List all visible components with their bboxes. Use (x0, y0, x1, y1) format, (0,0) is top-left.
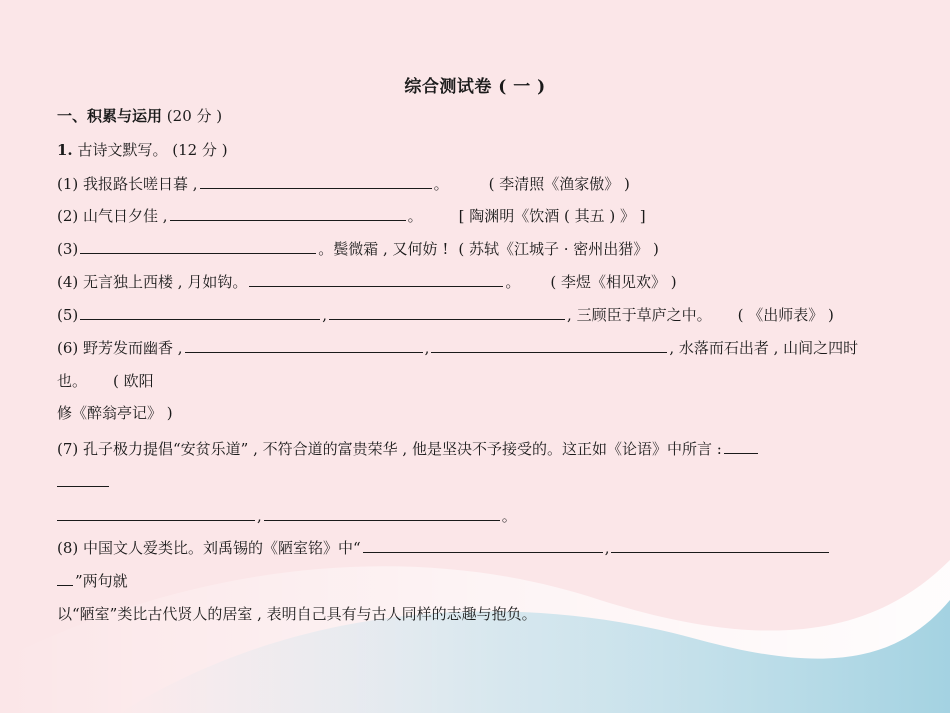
item-8-continued (57, 571, 128, 591)
item-8 (57, 538, 831, 558)
item-6-text: (6) 野芳发而幽香 , (57, 339, 183, 357)
answer-blank[interactable] (431, 338, 667, 353)
item-2-text: (2) 山气日夕佳 , (57, 207, 168, 225)
item-1-source: ( 李清照《渔家傲》 ) (488, 175, 630, 193)
item-4-source: ( 李煜《相见欢》 ) (550, 273, 677, 291)
item-1-text: (1) 我报路长嗟日暮 , (57, 175, 198, 193)
answer-blank[interactable] (200, 174, 432, 189)
answer-blank[interactable] (170, 206, 406, 221)
answer-blank[interactable] (80, 239, 316, 254)
question-1 (57, 140, 228, 160)
item-7 (57, 439, 760, 459)
item-3-label: (3) (57, 240, 79, 258)
item-5-comma: , (322, 306, 328, 324)
item-1 (57, 174, 630, 194)
item-7-text: (7) 孔子极力提倡“安贫乐道” , 不符合道的富贵荣华 , 他是坚决不予接受的。这正如《论语》中所言 : (57, 440, 722, 458)
section-heading-text: 一、积累与运用 (57, 107, 163, 125)
question-number: 1. (57, 141, 73, 159)
answer-blank[interactable] (185, 338, 423, 353)
item-6-source-part1: ( 欧阳 (113, 372, 154, 390)
answer-blank[interactable] (724, 439, 758, 454)
item-2-end: 。 (407, 207, 423, 225)
item-6-comma: , (424, 339, 430, 357)
answer-blank[interactable] (249, 272, 503, 287)
item-7-end: 。 (501, 507, 517, 525)
item-4 (57, 272, 677, 292)
item-8-text-3: 以“陋室”类比古代贤人的居室 , 表明自己具有与古人同样的志趣与抱负。 (57, 605, 537, 623)
item-2 (57, 206, 646, 226)
item-8-last-line (57, 604, 537, 624)
item-7-comma: , (257, 507, 262, 525)
item-6-text-3: 也。 (57, 372, 88, 390)
item-5-source: ( 《出师表》 ) (737, 306, 834, 324)
item-3-source: ( 苏轼《江城子 · 密州出猎》 ) (458, 240, 659, 258)
answer-blank[interactable] (80, 305, 320, 320)
item-5 (57, 305, 834, 325)
item-5-label: (5) (57, 306, 79, 324)
item-6-source-line (57, 403, 173, 423)
answer-blank-continued[interactable] (57, 571, 73, 586)
item-3 (57, 239, 659, 259)
section-heading (57, 106, 222, 126)
question-text: 古诗文默写。 (12 分 ) (77, 141, 228, 159)
item-8-text: (8) 中国文人爱类比。刘禹锡的《陋室铭》中“ (57, 539, 361, 557)
item-2-source: [ 陶渊明《饮酒 ( 其五 ) 》 ] (458, 207, 646, 225)
item-8-comma: , (604, 539, 610, 557)
section-score: (20 分 ) (166, 107, 223, 125)
answer-blank-continued[interactable] (57, 472, 109, 487)
answer-blank[interactable] (611, 538, 829, 553)
item-4-text: (4) 无言独上西楼 , 月如钩。 (57, 273, 248, 291)
item-8-text-2: ”两句就 (75, 572, 128, 590)
item-1-end: 。 (433, 175, 449, 193)
page-title: 综合测试卷 ( 一 ) (404, 77, 546, 97)
item-7-answer-line (57, 506, 517, 526)
item-6 (57, 338, 858, 358)
item-5-text: , 三顾臣于草庐之中。 (567, 306, 712, 324)
answer-blank[interactable] (57, 506, 255, 521)
answer-blank[interactable] (329, 305, 565, 320)
answer-blank[interactable] (363, 538, 603, 553)
answer-blank[interactable] (264, 506, 500, 521)
item-6-continued (57, 371, 154, 391)
item-6-source-part2: 修《醉翁亭记》 ) (57, 404, 173, 422)
item-6-text-2: , 水落而石出者 , 山间之四时 (669, 339, 859, 357)
item-4-end: 。 (505, 273, 521, 291)
item-3-text: 。鬓微霜 , 又何妨 ! (318, 240, 449, 258)
item-7-continued (57, 472, 111, 492)
